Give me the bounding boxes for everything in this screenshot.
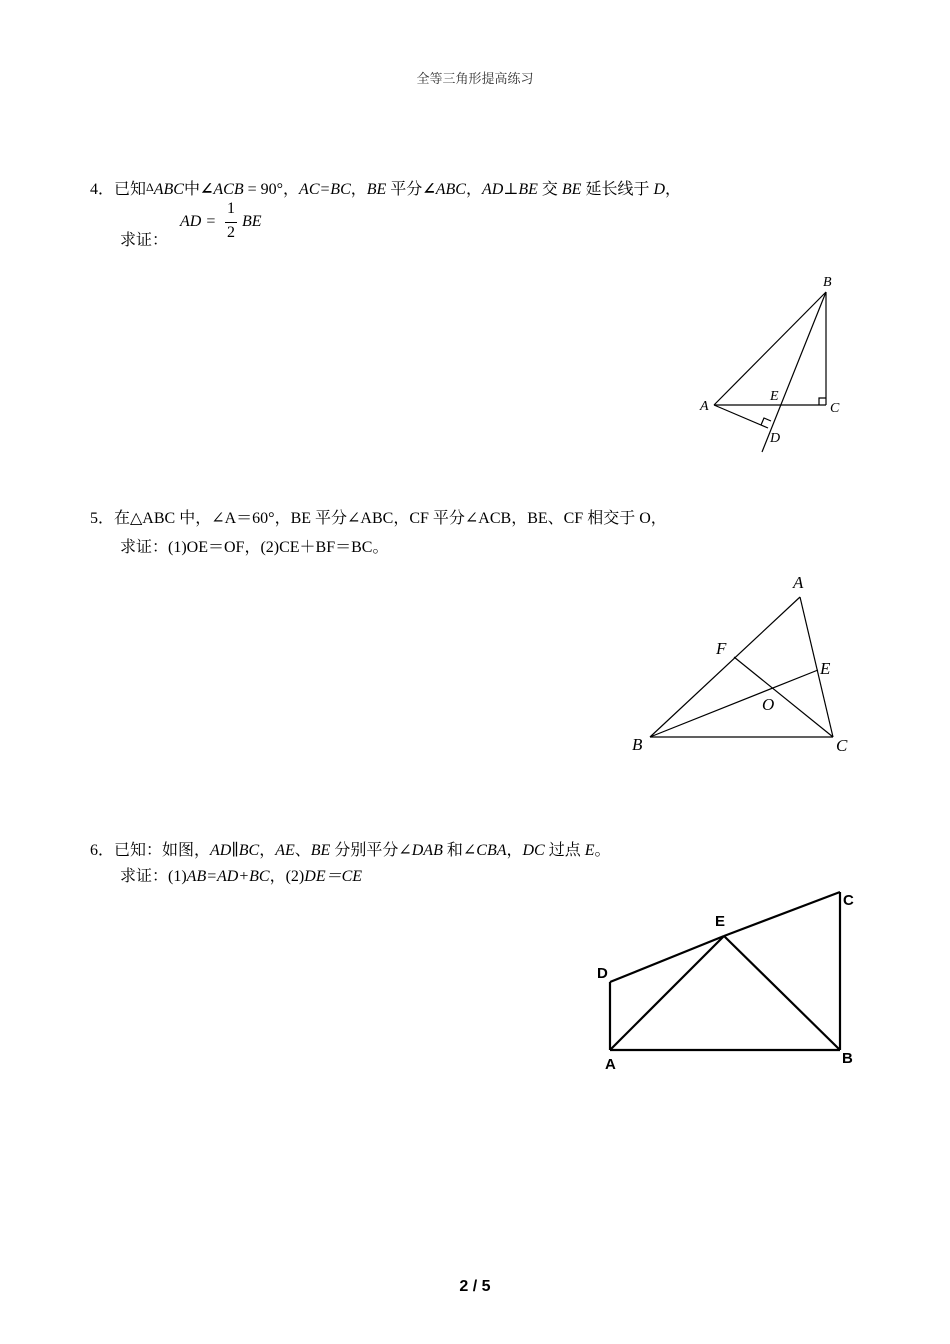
q4-jiao: 交 — [537, 181, 562, 198]
label-e: E — [770, 389, 779, 404]
q6-eq2: DE＝CE — [304, 868, 363, 885]
label-o: O — [762, 695, 775, 714]
q6-guo: 过点 — [544, 842, 585, 859]
q4-abc: ABC — [153, 181, 184, 198]
q6-dun: 、 — [294, 842, 311, 859]
q4-comma: ， — [465, 181, 482, 198]
q6-e: E — [584, 842, 595, 859]
fraction-bar — [225, 222, 237, 223]
segment-be — [650, 670, 818, 737]
q6-prove — [120, 867, 362, 887]
q4-acbc: AC=BC — [299, 181, 351, 198]
q6-figure — [590, 885, 870, 1080]
q4-comma: ， — [665, 181, 682, 198]
q6-mid: 分别平分∠ — [330, 842, 412, 859]
page-header: 全等三角形提高练习 — [416, 71, 534, 86]
q6-prefix: 6．已知：如图， — [90, 842, 211, 859]
q4-zhong: 中 — [183, 181, 200, 198]
q5-prove: 求证：(1)OE＝OF，(2)CE＋BF＝BC。 — [120, 539, 389, 556]
q4-frac-be: BE — [242, 213, 262, 230]
q4-abc2: ABC — [435, 181, 466, 198]
q6-comma: ， — [259, 842, 276, 859]
label-a: A — [793, 573, 804, 592]
segment-bd — [762, 292, 826, 452]
label-e: E — [715, 913, 726, 930]
segment-ad — [714, 405, 768, 428]
label-a: A — [605, 1056, 616, 1073]
label-e: E — [820, 659, 831, 678]
q6-comma: ， — [506, 842, 523, 859]
label-b: B — [842, 1050, 853, 1067]
q6-mid2: ，(2) — [269, 868, 305, 885]
q4-acb: ACB — [213, 181, 244, 198]
fraction-numerator: 1 — [227, 200, 235, 217]
q4-text: 已知 — [114, 181, 147, 198]
q6-dc: DC — [522, 842, 545, 859]
segment-de — [610, 936, 724, 982]
label-b: B — [632, 735, 643, 754]
label-c: C — [836, 736, 848, 755]
q4-d: D — [653, 181, 666, 198]
triangle-symbol: Δ — [146, 180, 154, 194]
right-angle-mark-c — [819, 398, 826, 405]
q6-eq1: AB=AD+BC — [186, 868, 270, 885]
q4-figure — [690, 270, 860, 460]
q4-be2: BE — [561, 181, 582, 198]
label-d: D — [770, 431, 781, 446]
segment-be — [724, 936, 840, 1050]
label-f: F — [716, 639, 727, 658]
label-d: D — [597, 965, 608, 982]
segment-ae — [610, 936, 724, 1050]
q4-eq90: = 90°， — [243, 181, 300, 198]
q5-figure — [620, 565, 870, 765]
q6-statement — [90, 841, 611, 861]
q4-be: BE — [366, 181, 387, 198]
label-c: C — [830, 401, 840, 416]
segment-ec — [724, 892, 840, 936]
q4-statement — [90, 177, 681, 200]
q5-statement: 5．在△ABC 中，∠A＝60°，BE 平分∠ABC，CF 平分∠ACB，BE、CF 相交于 O， — [90, 510, 667, 527]
q6-ae: AE — [275, 842, 295, 859]
q6-cba: CBA — [476, 842, 507, 859]
segment-ab — [650, 597, 800, 737]
q6-dab: DAB — [411, 842, 443, 859]
angle-symbol: ∠ — [422, 181, 436, 198]
label-c: C — [843, 892, 854, 909]
q6-end: 。 — [594, 842, 611, 859]
angle-symbol: ∠ — [199, 181, 214, 198]
q6-he: 和∠ — [442, 842, 477, 859]
q4-yanchang: 延长线于 — [581, 181, 654, 198]
q6-be: BE — [310, 842, 331, 859]
q4-pingfen: 平分 — [386, 181, 423, 198]
right-angle-mark-d — [761, 418, 771, 425]
page-number: 2 / 5 — [459, 1278, 491, 1295]
q6-qz: 求证：(1) — [120, 868, 187, 885]
fraction-denominator: 2 — [227, 224, 235, 241]
q6-adbc: AD∥BC — [210, 842, 260, 859]
q4-prove-label: 求证： — [120, 232, 169, 249]
q4-ad-eq: AD = — [180, 213, 217, 230]
label-b: B — [823, 275, 832, 290]
q4-adbe: AD⊥BE — [481, 181, 538, 198]
label-a: A — [700, 399, 709, 414]
q4-comma: ， — [350, 181, 367, 198]
q4-number: 4． — [90, 181, 115, 198]
